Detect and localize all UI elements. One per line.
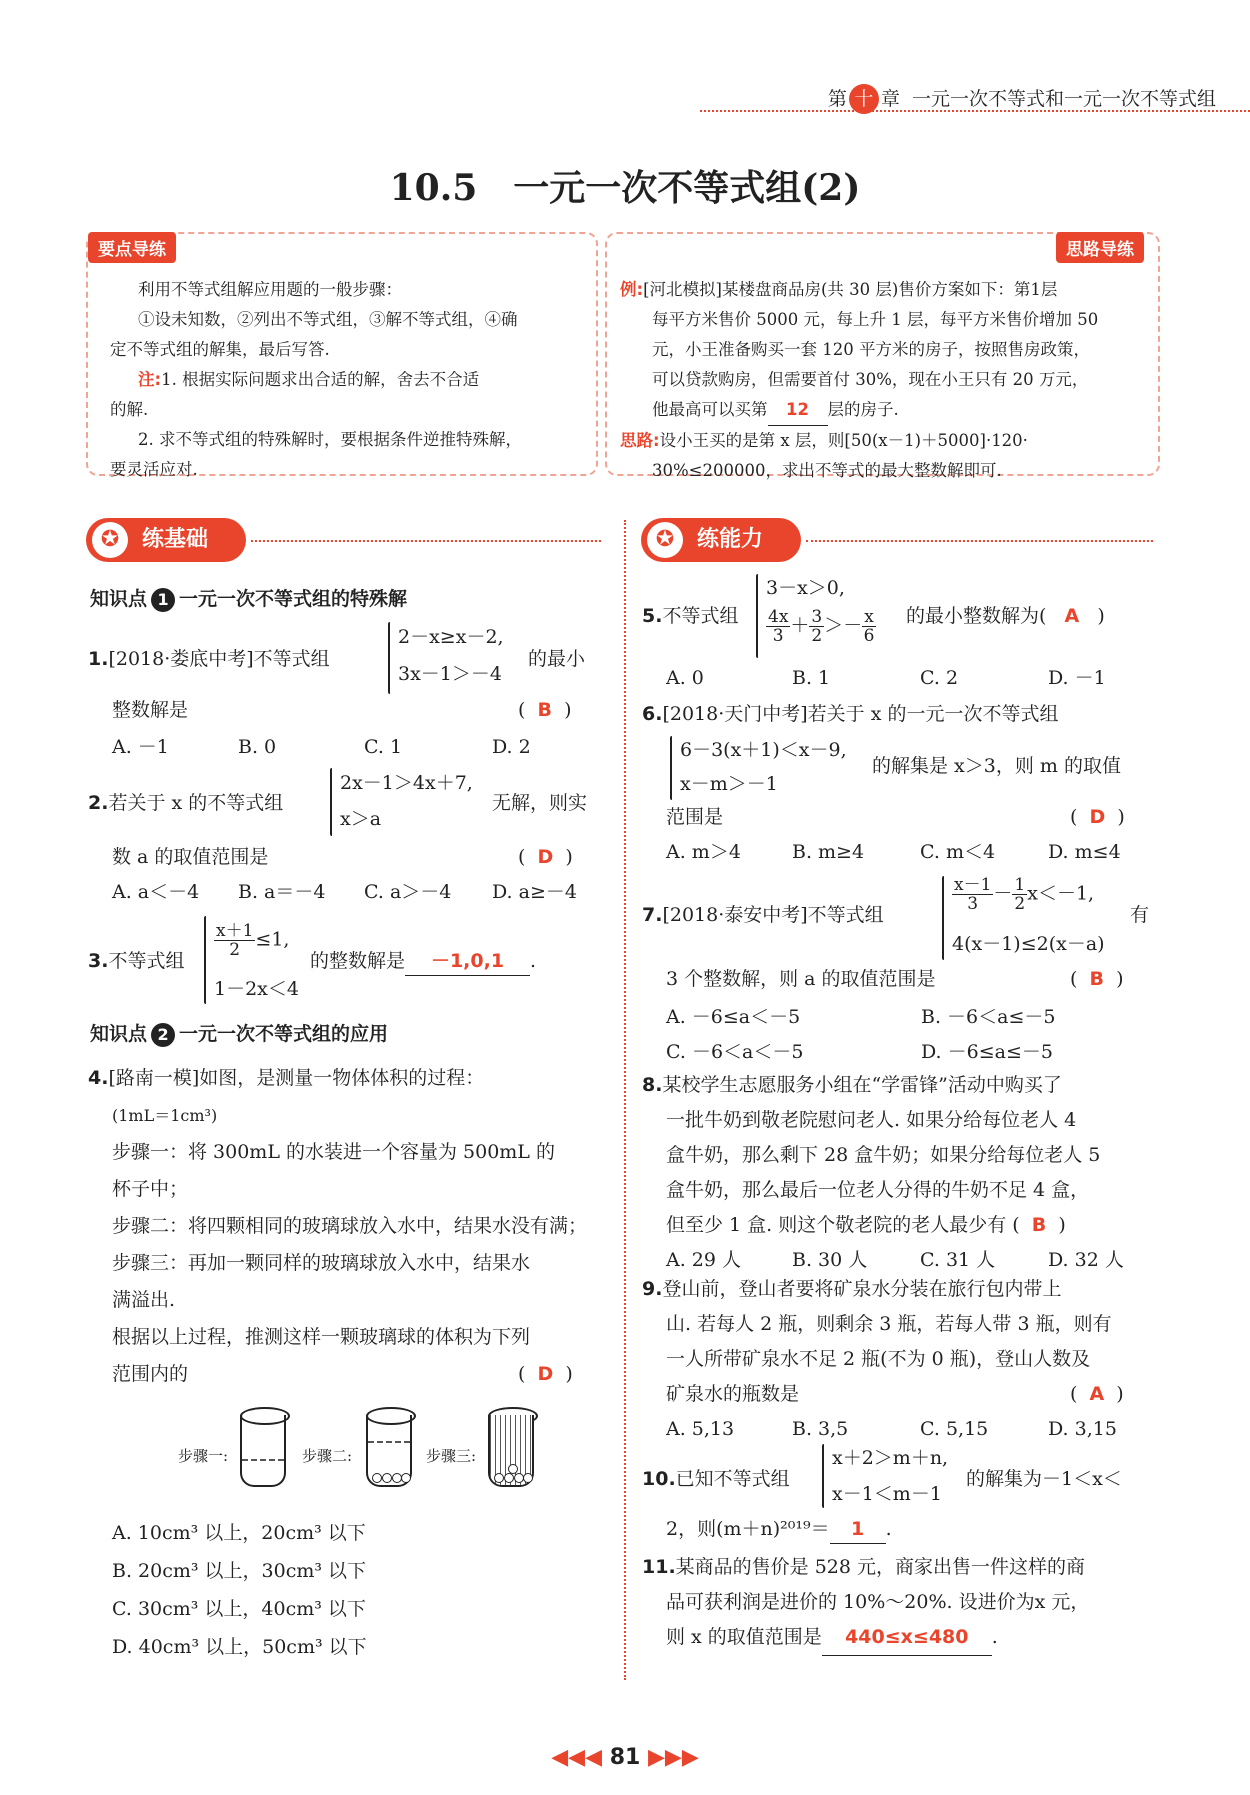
question-8: 8.某校学生志愿服务小组在“学雷锋”活动中购买了 一批牛奶到敬老院慰问老人. 如果分给每位老人 4 盒牛奶，那么剩下 28 盒牛奶；如果分给每位老人 5 盒牛奶，那么最后一位老人分得的牛奶不足 4 盒， 但至少 1 盒. 则这个敬老院的老人最少有 ( B ) A. 29 人 B. 30 人 C. 31 人 D. 32 人	[642, 1074, 1124, 1271]
guide-line-1: 利用不等式组解应用题的一般步骤：	[138, 280, 402, 299]
q1-options: A. －1 B. 0 C. 1 D. 2	[112, 736, 531, 758]
guide-note-1a: 1. 根据实际问题求出合适的解，舍去不合适	[161, 370, 480, 389]
question-7: 7.[2018·泰安中考]不等式组	[642, 904, 884, 926]
q10-system-line-2: x－1＜m－1	[832, 1483, 942, 1505]
q3-answer: －1,0,1	[405, 947, 530, 976]
q6-line-3: 范围是	[666, 806, 724, 828]
q9-answer: ( A )	[1070, 1383, 1124, 1405]
chapter-suffix: 章	[880, 88, 900, 110]
q7-line-2: 3 个整数解，则 a 的取值范围是	[666, 968, 936, 990]
q2-system-line-1: 2x－1＞4x＋7,	[340, 772, 473, 794]
question-6: 6.[2018·天门中考]若关于 x 的一元一次不等式组	[642, 703, 1059, 725]
q3-brace	[204, 916, 206, 1004]
example-line-1: [河北模拟]某楼盘商品房(共 30 层)售价方案如下：第1层	[643, 280, 1058, 299]
chapter-number: 十	[849, 84, 879, 114]
question-3: 3.不等式组	[88, 950, 185, 972]
guide-note-label: 注:	[138, 370, 162, 389]
q5-options: A. 0 B. 1 C. 2 D. －1	[666, 667, 1106, 689]
q5-brace	[756, 574, 758, 658]
page-number: 81	[609, 1745, 641, 1770]
guide-note-2a: 2. 求不等式组的特殊解时，要根据条件逆推特殊解，	[138, 430, 522, 449]
example-answer: 12	[768, 395, 828, 426]
runner-icon: ✪	[92, 522, 128, 558]
basic-section-title: 练基础	[142, 527, 209, 552]
basic-section-header	[86, 518, 601, 558]
ability-section-header	[641, 518, 1153, 558]
q7-post: 有	[1130, 904, 1150, 926]
guide-content	[110, 275, 580, 485]
ability-section-title: 练能力	[697, 527, 764, 552]
q7-brace	[942, 876, 944, 960]
step-2-label: 步骤二:	[302, 1447, 353, 1465]
knowledge-point-2: 知识点 2 一元一次不等式组的应用	[90, 1023, 389, 1045]
question-5: 5.不等式组	[642, 605, 739, 627]
hint-line-1: 设小王买的是第 x 层，则[50(x－1)＋5000]·120·	[659, 431, 1028, 450]
thinking-tag: 思路导练	[1056, 232, 1144, 263]
q7-system-line-2: 4(x－1)≤2(x－a)	[952, 933, 1105, 955]
q1-answer: ( B )	[518, 699, 572, 721]
q6-post: 的解集是 x＞3，则 m 的取值	[872, 755, 1121, 777]
q1-system-line-2: 3x－1＞－4	[398, 663, 502, 685]
q6-brace	[670, 736, 672, 800]
runner-icon: ✪	[647, 522, 683, 558]
page-title: 10.5 一元一次不等式组(2)	[389, 167, 861, 209]
hint-line-2: 30%≤200000，求出不等式的最大整数解即可.	[652, 461, 1002, 480]
question-1: 1.[2018·娄底中考]不等式组	[88, 648, 330, 670]
q6-system-line-2: x－m＞－1	[680, 773, 778, 795]
q10-line-2: 2，则(m＋n)²⁰¹⁹＝ 1 .	[666, 1515, 892, 1544]
question-2: 2.若关于 x 的不等式组	[88, 792, 284, 814]
chapter-title: 一元一次不等式和一元一次不等式组	[911, 88, 1216, 110]
q1-brace	[388, 622, 390, 694]
q7-options: A. －6≤a＜－5 B. －6＜a≤－5 C. －6＜a＜－5 D. －6≤a≤－5	[666, 1006, 1056, 1063]
beaker-1	[240, 1415, 286, 1487]
thinking-content	[620, 275, 1150, 486]
beaker-3	[488, 1415, 534, 1487]
q10-brace	[822, 1444, 824, 1508]
beaker-2	[366, 1415, 412, 1487]
q7-answer: ( B )	[1070, 968, 1124, 990]
q5-post: 的最小整数解为( A )	[906, 605, 1105, 627]
q1-post: 的最小	[528, 648, 586, 670]
q3-system-line-1: $\frac{x+1}{2}$ ≤1,	[216, 921, 290, 960]
q3-post: 的整数解是 －1,0,1 .	[310, 947, 536, 976]
guide-note-1b: 的解.	[110, 400, 149, 419]
example-line-3: 元，小王准备购买一套 120 平方米的房子，按照售房政策，	[652, 340, 1090, 359]
chapter-prefix: 第	[827, 88, 847, 110]
knowledge-point-1: 知识点 1 一元一次不等式组的特殊解	[90, 588, 408, 610]
guide-line-2: ①设未知数，②列出不等式组，③解不等式组，④确	[138, 310, 518, 329]
q4-answer: ( D )	[518, 1363, 573, 1385]
q10-post: 的解集为－1＜x＜	[966, 1468, 1122, 1490]
q3-system-line-2: 1－2x＜4	[214, 978, 299, 1000]
q6-system-line-1: 6－3(x＋1)＜x－9,	[680, 739, 847, 761]
example-label: 例:	[620, 280, 644, 299]
q2-answer: ( D )	[518, 846, 573, 868]
q5-system-line-2: $\frac{4x}{3}$ ＋ $\frac{3}{2}$ ＞－ $\frac{x}{6}$	[768, 607, 875, 646]
q6-options: A. m＞4 B. m≥4 C. m＜4 D. m≤4	[666, 841, 1121, 863]
page-footer	[0, 1745, 1250, 1770]
header-divider	[700, 110, 1250, 112]
hint-label: 思路:	[620, 431, 660, 450]
guide-note-2b: 要灵活应对.	[110, 460, 198, 479]
example-line-4: 可以贷款购房，但需要首付 30%，现在小王只有 20 万元，	[652, 370, 1089, 389]
next-arrows-icon: ▶▶▶	[647, 1745, 699, 1770]
question-9: 9.登山前，登山者要将矿泉水分装在旅行包内带上 山. 若每人 2 瓶，则剩余 3 瓶，若每人带 3 瓶，则有 一人所带矿泉水不足 2 瓶(不为 0 瓶)，登山人数及 矿泉水的瓶数是 ( A ) A. 5,13 B. 3,5 C. 5,15 D. 3,15	[642, 1278, 1124, 1440]
example-line-2: 每平方米售价 5000 元，每上升 1 层，每平方米售价增加 50	[652, 310, 1099, 329]
q10-answer: 1	[830, 1515, 886, 1544]
q7-system-line-1: $\frac{x-1}{3}$ － $\frac{1}{2}$ x＜－1,	[954, 875, 1095, 914]
q2-post: 无解，则实	[492, 792, 588, 814]
question-10: 10.已知不等式组	[642, 1468, 790, 1490]
q10-system-line-1: x＋2＞m＋n,	[832, 1447, 949, 1469]
q2-line-2: 数 a 的取值范围是	[112, 846, 269, 868]
q1-line-2: 整数解是	[112, 699, 189, 721]
q6-answer: ( D )	[1070, 806, 1125, 828]
example-line-5a: 他最高可以买第	[652, 400, 768, 419]
guide-tag: 要点导练	[88, 232, 176, 263]
example-line-5b: 层的房子.	[827, 400, 899, 419]
q2-system-line-2: x＞a	[340, 808, 382, 830]
prev-arrows-icon: ◀◀◀	[551, 1745, 603, 1770]
q1-system-line-1: 2－x≥x－2,	[398, 626, 504, 648]
q11-answer: 440≤x≤480	[822, 1620, 992, 1656]
question-11: 11.某商品的售价是 528 元，商家出售一件这样的商 品可获利润是进价的 10%～20%. 设进价为x 元， 则 x 的取值范围是 440≤x≤480 .	[642, 1550, 1162, 1656]
step-3-label: 步骤三:	[426, 1447, 477, 1465]
guide-line-3: 定不等式组的解集，最后写答.	[110, 340, 330, 359]
column-divider	[624, 520, 626, 1680]
q5-system-line-1: 3－x＞0,	[766, 577, 845, 599]
q4-options: A. 10cm³ 以上，20cm³ 以下 B. 20cm³ 以上，30cm³ 以下 C. 30cm³ 以上，40cm³ 以下 D. 40cm³ 以上，50cm³ 以下	[112, 1522, 367, 1658]
q2-options: A. a＜－4 B. a＝－4 C. a＞－4 D. a≥－4	[112, 881, 577, 903]
step-1-label: 步骤一:	[178, 1447, 229, 1465]
question-4: 4.[路南一模]如图，是测量一物体体积的过程： (1mL＝1cm³) 步骤一：将 300mL 的水装进一个容量为 500mL 的 杯子中； 步骤二：将四颗相同的玻璃球放入水中，结果水没有满； 步骤三：再加一颗同样的玻璃球放入水中，结果水 满溢出. 根据以上过程，推测这样一颗玻璃球的体积为下列 范围内的 ( D )	[88, 1060, 608, 1393]
q2-brace	[330, 768, 332, 836]
